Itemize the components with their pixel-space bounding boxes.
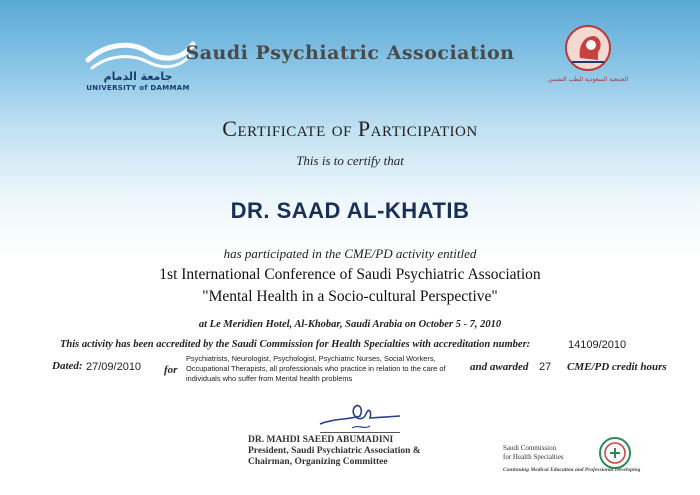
venue-line: at Le Meridien Hotel, Al-Khobar, Saudi Arabia on October 5 - 7, 2010 <box>198 319 502 330</box>
commission-name <box>503 444 613 461</box>
signature-icon <box>300 398 420 434</box>
accreditation-text: This activity has been accredited by the Saudi Commission for Health Specialties with accreditation number: <box>60 339 531 350</box>
credit-hours-value: 27 <box>539 361 552 373</box>
signer-block <box>248 435 478 468</box>
association-logo-arabic-text: الجمعية السعودية للطب النفسي <box>547 76 629 83</box>
university-name-english: UNIVERSITY of DAMMAM <box>86 84 190 92</box>
conference-subtitle: "Mental Health in a Socio-cultural Perspective" <box>202 288 498 305</box>
dated-value: 27/09/2010 <box>86 361 142 373</box>
signer-title-1: President, Saudi Psychiatric Association & <box>248 446 421 456</box>
for-label: for <box>164 364 178 376</box>
commission-name-line-1: Saudi Commission <box>503 444 557 452</box>
audience-text: Psychiatrists, Neurologist, Psychologist, Psychiatric Nurses, Social Workers, Occupational Therapists, all professionals who practice in relation to the care of individuals who suffer from Mental health problems <box>186 354 446 383</box>
signer-name: DR. MAHDI SAEED ABUMADINI <box>248 435 394 445</box>
credit-hours-label: CME/PD credit hours <box>567 361 667 373</box>
commission-logo-icon <box>598 436 632 470</box>
association-title: Saudi Psychiatric Association <box>185 42 515 64</box>
certify-line: This is to certify that <box>296 153 404 168</box>
certificate-title: Certificate of Participation <box>222 116 478 141</box>
dated-label: Dated: <box>52 360 83 372</box>
signer-title-2: Chairman, Organizing Committee <box>248 457 388 467</box>
accreditation-row <box>60 339 660 355</box>
conference-name: 1st International Conference of Saudi Psychiatric Association <box>159 266 541 283</box>
university-name-arabic: جامعة الدمام <box>103 70 173 83</box>
recipient-name: DR. SAAD AL-KHATIB <box>230 198 470 223</box>
participated-line: has participated in the CME/PD activity entitled <box>223 246 477 261</box>
psychiatric-association-logo-icon <box>558 18 618 78</box>
signature-line <box>320 432 400 433</box>
accreditation-number: 14109/2010 <box>568 339 627 351</box>
awarded-label: and awarded <box>470 361 529 373</box>
commission-name-line-2: for Health Specialties <box>503 452 564 461</box>
commission-tagline: Continuing Medical Education and Professional Developing <box>503 467 641 473</box>
